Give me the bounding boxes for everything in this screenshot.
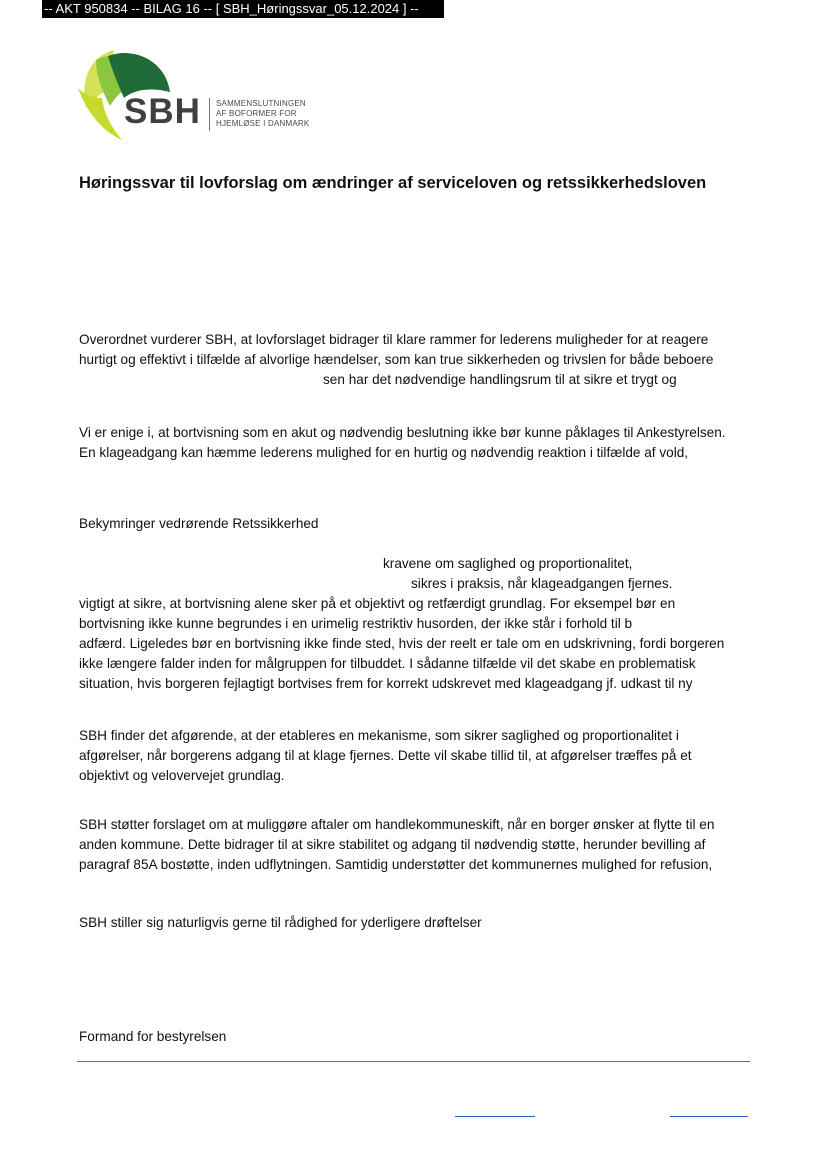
text-line: SBH finder det afgørende, at der etableres en mekanisme, som sikrer saglighed og proportionalitet i: [79, 728, 679, 743]
paragraph-closing: [79, 913, 759, 933]
logo-line: SAMMENSLUTNINGEN: [216, 99, 306, 108]
text-line: sen har det nødvendige handlingsrum til at sikre et trygt og: [323, 372, 677, 387]
text-line: adfærd. Ligeledes bør en bortvisning ikke finde sted, hvis der reelt er tale om en udskrivning, fordi borgeren: [79, 636, 725, 651]
paragraph-agreement: [79, 423, 759, 463]
document-stamp: -- AKT 950834 -- BILAG 16 -- [ SBH_Høringssvar_05.12.2024 ] --: [42, 0, 444, 18]
logo-abbreviation: SBH: [124, 92, 201, 131]
text-line: afgørelser, når borgerens adgang til at klage fjernes. Dette vil skabe tillid til, at afgørelser træffes på et: [79, 748, 692, 763]
footer-link-underline[interactable]: [670, 1116, 748, 1117]
text-line: paragraf 85A bostøtte, inden udflytningen. Samtidig understøtter det kommunernes mulighed for refusion,: [79, 857, 713, 872]
text-line: ikke længere falder inden for målgruppen for tilbuddet. I sådanne tilfælde vil det skabe en problematisk: [79, 656, 696, 671]
footer-link-underline[interactable]: [455, 1116, 535, 1117]
text-line: Overordnet vurderer SBH, at lovforslaget bidrager til klare rammer for lederens muligheder for at reagere: [79, 332, 709, 347]
text-line: bortvisning ikke kunne begrundes i en urimelig restriktiv husorden, der ikke står i forhold til b: [79, 616, 633, 631]
text-line: situation, hvis borgeren fejlagtigt bortvises frem for korrekt udskrevet med klageadgang jf. udkast til ny: [79, 676, 693, 691]
text-line: anden kommune. Dette bidrager til at sikre stabilitet og adgang til nødvendig støtte, herunder bevilling af: [79, 837, 706, 852]
footer-divider: [77, 1061, 750, 1062]
logo-organisation-name: [216, 99, 309, 129]
text-line: objektivt og velovervejet grundlag.: [79, 768, 285, 783]
text-line: SBH støtter forslaget om at muliggøre aftaler om handlekommuneskift, når en borger ønsker at flytte til en: [79, 817, 715, 832]
paragraph-municipality-change: [79, 815, 759, 875]
paragraph-legal-certainty: [79, 554, 759, 694]
text-line: Vi er enige i, at bortvisning som en akut og nødvendig beslutning ikke bør kunne påklages til Ankestyrelsen.: [79, 425, 726, 440]
text-line: hurtigt og effektivt i tilfælde af alvorlige hændelser, som kan true sikkerheden og trivslen for både beboere: [79, 352, 714, 367]
text-line: SBH stiller sig naturligvis gerne til rådighed for yderligere drøftelser: [79, 915, 482, 930]
document-title: Høringssvar til lovforslag om ændringer af serviceloven og retssikkerhedsloven: [79, 174, 707, 192]
section-heading-legal-certainty: Bekymringer vedrørende Retssikkerhed: [79, 516, 319, 531]
text-line: En klageadgang kan hæmme lederens mulighed for en hurtig og nødvendig reaktion i tilfælde af vold,: [79, 445, 689, 460]
logo-line: AF BOFORMER FOR: [216, 109, 297, 118]
logo-line: HJEMLØSE I DANMARK: [216, 119, 310, 128]
logo-divider: [209, 98, 210, 131]
sbh-logo: [78, 48, 318, 140]
text-line: sikres i praksis, når klageadgangen fjernes.: [411, 576, 673, 591]
text-line: kravene om saglighed og proportionalitet,: [383, 556, 633, 571]
paragraph-overall-assessment: [79, 330, 759, 390]
signature-title: Formand for bestyrelsen: [79, 1029, 227, 1044]
text-line: vigtigt at sikre, at bortvisning alene sker på et objektivt og retfærdigt grundlag. For eksempel bør en: [79, 596, 676, 611]
paragraph-mechanism: [79, 726, 759, 786]
